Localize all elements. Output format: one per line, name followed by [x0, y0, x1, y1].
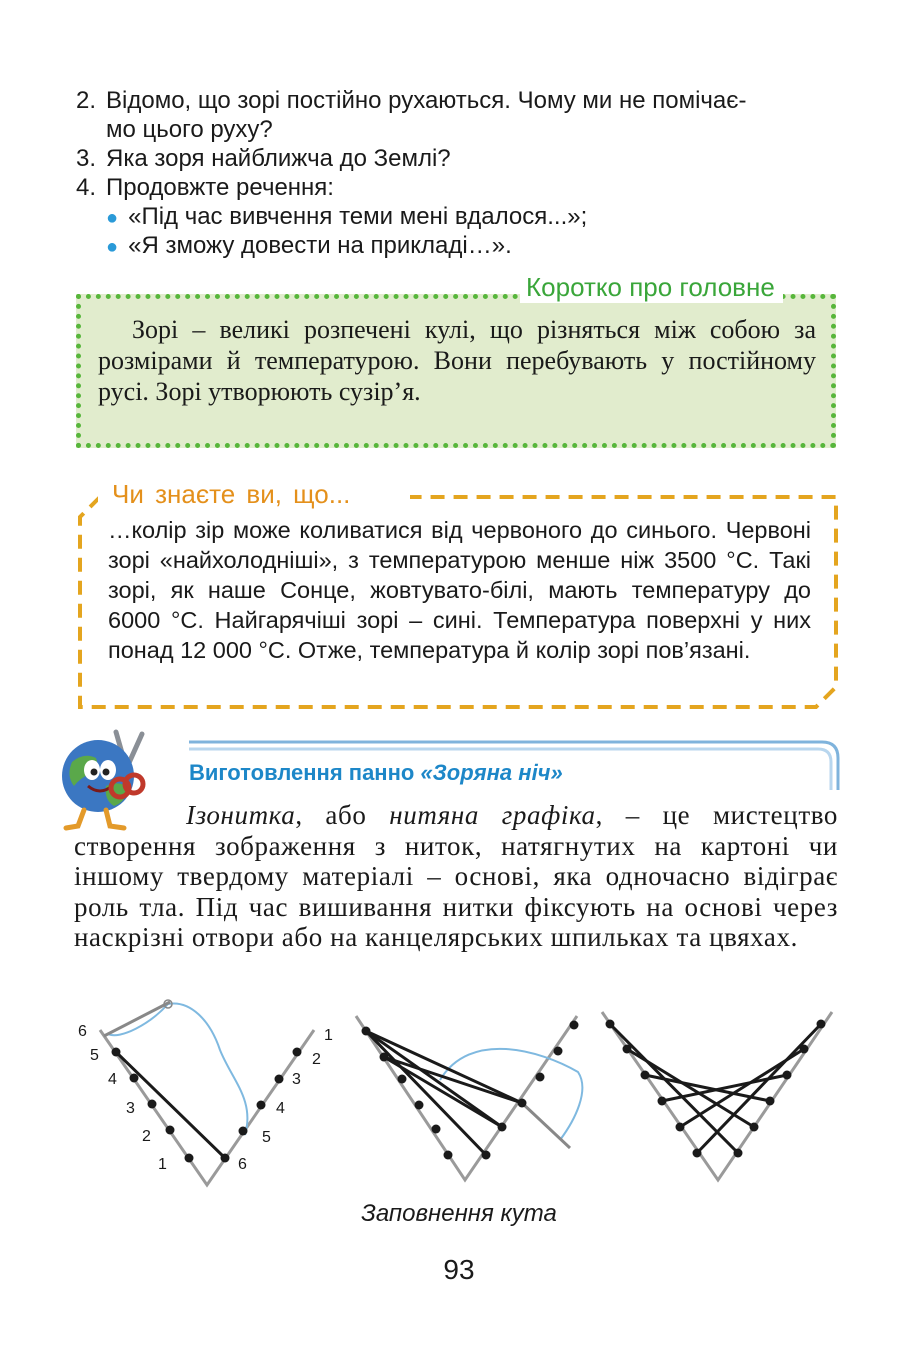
page-number: 93	[443, 1254, 475, 1285]
left-label: 6	[78, 1023, 87, 1040]
left-label: 4	[108, 1071, 117, 1088]
did-you-know-text: …колір зір може коливатися від червоного до синього. Червоні зорі «найхолодніші», з температурою менше ніж 3500 °С. Такі зорі, як наше Сонце, жовтувато-білі, мають температуру до 6000 °С. Найгарячіші зорі – сині. Температура поверхні у них понад 12 000 °С. Отже, температура й колір зорі пов’язані.	[108, 517, 811, 663]
section-title-text: Виготовлення панно	[189, 760, 421, 785]
bullet-text: «Під час вивчення теми мені вдалося...»;	[128, 203, 588, 230]
question-number: 2.	[76, 87, 97, 114]
right-label: 6	[238, 1156, 247, 1173]
question-text: Продовжте речення:	[106, 174, 334, 201]
right-label: 2	[312, 1051, 321, 1068]
question-text: Відомо, що зорі постійно рухаються. Чому ми не помічає-	[106, 87, 747, 114]
summary-text: Зорі – великі розпечені кулі, що різняться між собою за розмірами й температурою. Вони перебувають у постійному русі. Зорі утворюють сузір’я.	[98, 315, 816, 406]
bullet-text: «Я зможу довести на прикладі…».	[128, 232, 512, 259]
angle-diagram-2	[356, 1016, 582, 1180]
bullet-icon: ●	[106, 207, 119, 229]
question-text: мо цього руху?	[106, 116, 273, 143]
right-label: 3	[292, 1071, 301, 1088]
term-thread-graphics: нитяна графіка	[389, 800, 596, 830]
did-you-know-title: Чи знаєте ви, що...	[98, 478, 360, 510]
section-title-italic: «Зоряна ніч»	[420, 760, 563, 785]
left-label: 1	[158, 1156, 167, 1173]
right-label: 1	[324, 1027, 333, 1044]
left-label: 2	[142, 1128, 151, 1145]
angle-diagram-3	[602, 1012, 832, 1180]
question-number: 3.	[76, 145, 97, 172]
summary-title: Коротко про головне	[520, 271, 783, 303]
angle-diagram-1	[78, 1000, 333, 1185]
left-label: 5	[90, 1047, 99, 1064]
question-text: Яка зоря найближча до Землі?	[106, 145, 451, 172]
term-izonytka: Ізонитка	[186, 800, 296, 830]
left-label: 3	[126, 1100, 135, 1117]
right-label: 4	[276, 1100, 285, 1117]
body-text: , – це мистецтво створення зображення з ниток, натягнутих на картоні чи іншому твердому матеріалі – основі, яка одночасно відіграє роль тла. Під час вишивання нитки фіксують на основі через наскрізні отвори або на канцелярських шпильках та цвяхах.	[74, 800, 838, 952]
question-number: 4.	[76, 174, 97, 201]
figure-caption: Заповнення кута	[361, 1200, 557, 1227]
bullet-icon: ●	[106, 236, 119, 258]
right-label: 5	[262, 1129, 271, 1146]
separator-text: , або	[295, 800, 390, 830]
